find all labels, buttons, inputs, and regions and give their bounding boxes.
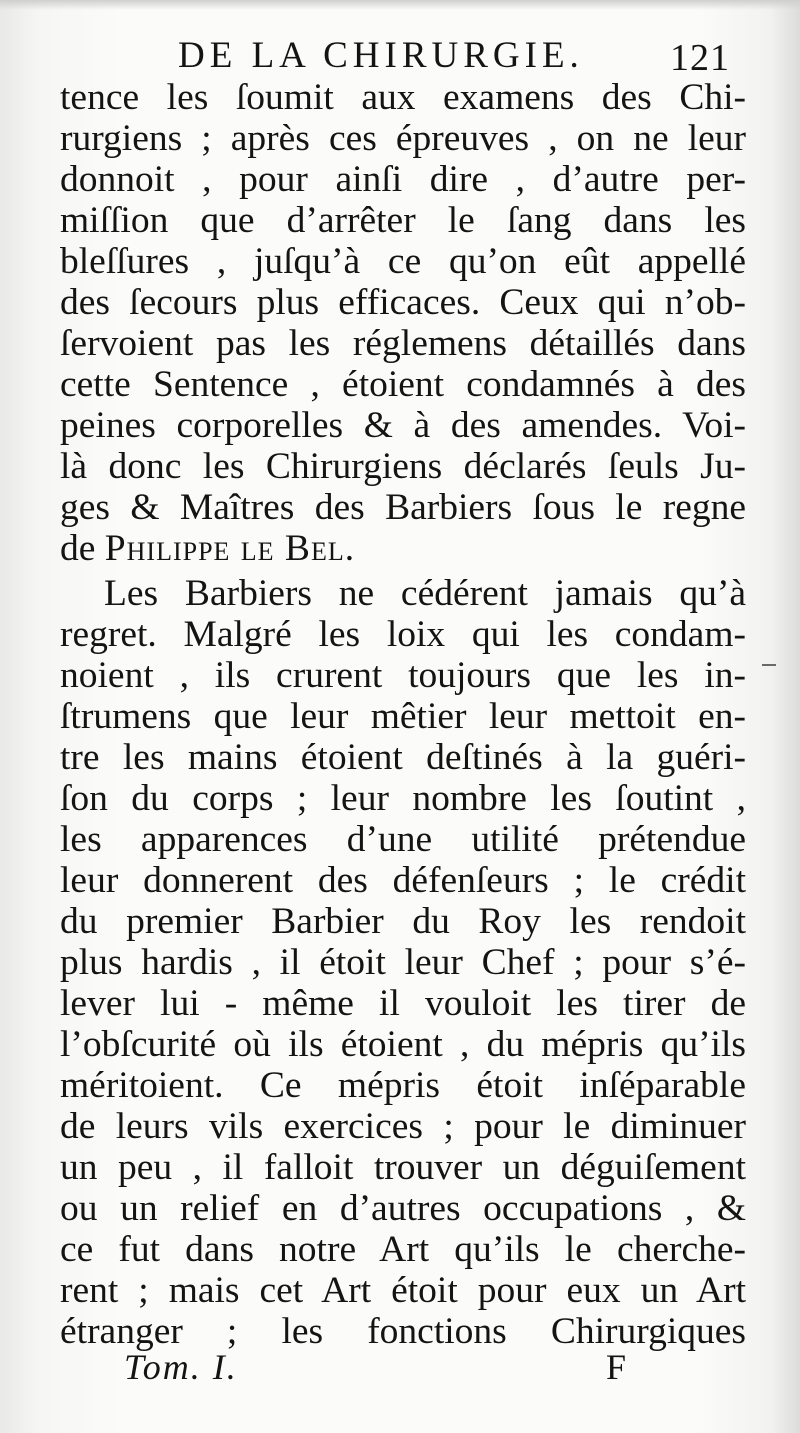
- text-line: regret. Malgré les loix qui les condam-: [60, 614, 746, 655]
- king-name: Philippe le Bel.: [104, 528, 356, 569]
- text-line: ce fut dans notre Art qu’ils le cherche-: [60, 1229, 746, 1270]
- text-line: des ſecours plus efficaces. Ceux qui n’ob-: [60, 282, 746, 323]
- text-line: bleſſures , juſqu’à ce qu’on eût appellé: [60, 241, 746, 282]
- page-header: [0, 28, 800, 80]
- text-line: tence les ſoumit aux examens des Chi-: [60, 77, 746, 118]
- text-line: miſſion que d’arrêter le ſang dans les: [60, 200, 746, 241]
- text-line: noient , ils crurent toujours que les in-: [60, 655, 746, 696]
- text-line: là donc les Chirurgiens déclarés ſeuls Ju-: [60, 446, 746, 487]
- text-line: lever lui - même il vouloit les tirer de: [60, 983, 746, 1024]
- text-line: ou un relief en d’autres occupations , &: [60, 1188, 746, 1229]
- text-line: peines corporelles & à des amendes. Voi-: [60, 405, 746, 446]
- volume-signature: Tom. I.: [124, 1347, 238, 1387]
- text-line: l’obſcurité où ils étoient , du mépris qu’ils: [60, 1024, 746, 1065]
- text-line: étranger ; les fonctions Chirurgiques: [60, 1311, 746, 1352]
- text-line: tre les mains étoient deſtinés à la guéri-: [60, 737, 746, 778]
- gathering-mark: F: [606, 1347, 627, 1387]
- page-number: 121: [670, 37, 730, 79]
- text-line: ges & Maîtres des Barbiers ſous le regne: [60, 487, 746, 528]
- line-prefix: de: [60, 528, 105, 569]
- text-line: méritoient. Ce mépris étoit inſéparable: [60, 1065, 746, 1106]
- text-line: leur donnerent des défenſeurs ; le crédit: [60, 860, 746, 901]
- text-line: ſervoient pas les réglemens détaillés dans: [60, 323, 746, 364]
- running-title: DE LA CHIRURGIE.: [178, 35, 584, 76]
- margin-mark: [762, 664, 776, 666]
- text-line: rurgiens ; après ces épreuves , on ne leur: [60, 118, 746, 159]
- text-line-paragraph-end: [60, 527, 746, 571]
- text-line: plus hardis , il étoit leur Chef ; pour s’é-: [60, 942, 746, 983]
- text-line: rent ; mais cet Art étoit pour eux un Art: [60, 1270, 746, 1311]
- text-line: un peu , il falloit trouver un déguiſement: [60, 1147, 746, 1188]
- text-line-paragraph-start: Les Barbiers ne cédérent jamais qu’à: [104, 573, 746, 614]
- text-line: cette Sentence , étoient condamnés à des: [60, 364, 746, 405]
- text-line: ſon du corps ; leur nombre les ſoutint ,: [60, 778, 746, 819]
- text-line: donnoit , pour ainſi dire , d’autre per-: [60, 159, 746, 200]
- text-line: ſtrumens que leur mêtier leur mettoit en-: [60, 696, 746, 737]
- page-edge-shadow: [0, 0, 800, 10]
- text-line: les apparences d’une utilité prétendue: [60, 819, 746, 860]
- page-footer: [0, 1340, 800, 1390]
- text-line: du premier Barbier du Roy les rendoit: [60, 901, 746, 942]
- text-line: de leurs vils exercices ; pour le diminuer: [60, 1106, 746, 1147]
